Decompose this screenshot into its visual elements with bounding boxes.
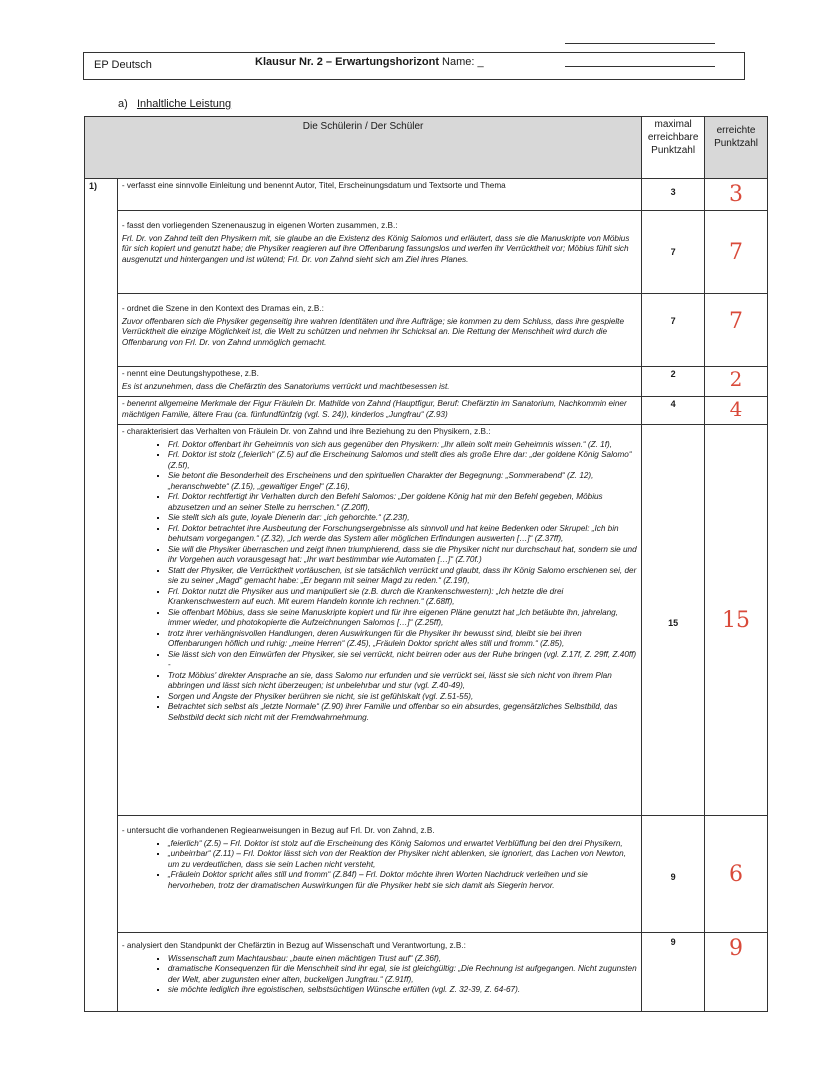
- list-item: ▪ sie möchte lediglich ihre egoistischen, selbstsüchtigen Wünsche erfüllen (vgl. Z. 32-39, Z. 64-67).: [168, 985, 637, 996]
- grading-table: [84, 116, 768, 1012]
- list-item: ▪ Sorgen und Ängste der Physiker berühren sie nicht, sie ist gefühlskalt (vgl. Z.51-55),: [168, 692, 637, 703]
- table-header-row: [85, 117, 768, 179]
- document-title: [255, 56, 484, 68]
- max-3: 2: [642, 367, 705, 397]
- criterion-7-intro: - analysiert den Standpunkt der Chefärztin in Bezug auf Wissenschaft und Verantwortung, z.B.:: [121, 941, 466, 951]
- section-title: Inhaltliche Leistung: [136, 98, 232, 110]
- row-number: 1): [85, 179, 118, 1012]
- table-row: [85, 397, 768, 425]
- criterion-7: [117, 933, 641, 1012]
- table-row: [85, 179, 768, 211]
- criterion-2-intro: - ordnet die Szene in den Kontext des Dramas ein, z.B.:: [121, 304, 324, 314]
- list-item: ▪ Frl. Doktor offenbart ihr Geheimnis von sich aus gegenüber den Physikern: „Ihr allein sollt mein Geheimnis wissen.“ (Z. 1f),: [168, 440, 637, 451]
- list-item: ▪ „feierlich“ (Z.5) – Frl. Doktor ist stolz auf die Erscheinung des König Salomos und erwartet Verblüffung bei den drei Physikern,: [168, 839, 637, 850]
- header-max-line2: erreichbare: [647, 131, 699, 143]
- criterion-5-intro: - charakterisiert das Verhalten von Fräulein Dr. von Zahnd und ihre Beziehung zu den Physikern, z.B.:: [121, 427, 491, 437]
- section-heading: [118, 98, 231, 110]
- table-row: [85, 294, 768, 367]
- max-0: 3: [642, 179, 705, 211]
- table-row: [85, 367, 768, 397]
- list-item: ▪ Wissenschaft zum Machtausbau: „baute einen mächtigen Trust auf“ (Z.36f),: [168, 954, 637, 965]
- criterion-1: [117, 211, 641, 294]
- criterion-5-list: [122, 440, 637, 724]
- table-row: [85, 816, 768, 933]
- list-item: ▪ Statt der Physiker, die Verrücktheit vortäuschen, ist sie tatsächlich verrückt und glaubt, dass ihr König Salomo erschienen sei, der sie zu seiner „Magd“ gemacht habe: „Er begann mit seiner Magd zu reden.“ (Z.19f),: [168, 566, 637, 587]
- list-item: ▪ trotz ihrer verhängnisvollen Handlungen, deren Auswirkungen für die Physiker ihr bewusst sind, bleibt sie bei ihren Offenbarungen höflich und ruhig: „meine Herren“ (Z.45), „Fräulein Doktor spricht alles still und fromm.“ (Z.85),: [168, 629, 637, 650]
- list-item: ▪ dramatische Konsequenzen für die Menschheit sind ihr egal, sie ist gleichgültig: „Die Rechnung ist aufgegangen. Nicht zugunsten der Welt, aber zugunsten einer alten, buckeligen Jungfrau.“ (Z.91ff),: [168, 964, 637, 985]
- reached-5: 15: [705, 425, 768, 816]
- criterion-6-intro: - untersucht die vorhandenen Regieanweisungen in Bezug auf Frl. Dr. von Zahnd, z.B.: [121, 826, 435, 836]
- list-item: ▪ „unbeirrbar“ (Z.11) – Frl. Doktor lässt sich von der Reaktion der Physiker nicht ablenken, sie ignoriert, das Lachen von Newton, um zu verdeutlichen, dass sie sein Lachen nicht versteht,: [168, 849, 637, 870]
- max-1: 7: [642, 211, 705, 294]
- list-item: ▪ Sie offenbart Möbius, dass sie seine Manuskripte kopiert und für ihre eigenen Pläne genutzt hat „Ich betäubte ihn, jahrelang, immer wieder, und photokopierte die Aufzeichnungen Salomos […]“ (Z.25ff),: [168, 608, 637, 629]
- list-item: ▪ Betrachtet sich selbst als „letzte Normale“ (Z.90) ihrer Familie und offenbar so ein absurdes, gegensätzliches Selbstbild, das Selbstbild deckt sich nicht mit der Fremdwahrnehmung.: [168, 702, 637, 723]
- title-text: Klausur Nr. 2 – Erwartungshorizont: [255, 56, 439, 68]
- criterion-1-intro: - fasst den vorliegenden Szenenauszug in eigenen Worten zusammen, z.B.:: [121, 221, 398, 231]
- max-5: 15: [642, 425, 705, 816]
- table-row: [85, 425, 768, 816]
- header-max-line3: Punktzahl: [651, 144, 696, 156]
- criterion-1-text: Frl. Dr. von Zahnd teilt den Physikern mit, sie glaube an die Existenz des König Salomos und erläutert, dass sie die Manuskripte von Möbius für sich kopiert und genutzt habe; die Physiker reagieren auf ihre Offenbarung fassungslos und werfen ihr Verrücktheit vor; Möbius fühlt sich ausgenutzt und hintergangen und ist wütend; Frl. Dr. von Zahnd sieht sich am Ziel ihres Planes.: [121, 233, 630, 264]
- name-label: Name: _: [442, 56, 484, 68]
- subject-label: EP Deutsch: [94, 59, 152, 71]
- max-7: 9: [642, 933, 705, 1012]
- max-6: 9: [642, 816, 705, 933]
- reached-2: 7: [705, 294, 768, 367]
- header-student: Die Schülerin / Der Schüler: [85, 117, 642, 179]
- criterion-0: [117, 179, 641, 211]
- list-item: ▪ Frl. Doktor rechtfertigt ihr Verhalten durch den Befehl Salomos: „Der goldene König hat mir den Befehl gegeben, Möbius abzusetzen und an seiner Stelle zu herrschen.“ (Z.20ff),: [168, 492, 637, 513]
- list-item: ▪ Trotz Möbius' direkter Ansprache an sie, dass Salomo nur erfunden und sie verrückt sei, lässt sie sich nicht von ihrem Plan abbringen und lässt sich nicht überzeugen; ist unbelehrbar und stur (vgl. Z.40-49),: [168, 671, 637, 692]
- list-item: ▪ Sie betont die Besonderheit des Erscheinens und den spirituellen Charakter der Begegnung: „Sommerabend“ (Z. 12), „heranschwebte“ (Z.15), „gewaltiger Engel“ (Z.16),: [168, 471, 637, 492]
- header-reached: [705, 117, 768, 179]
- list-item: ▪ Frl. Doktor nutzt die Physiker aus und manipuliert sie (z.B. durch die Krankenschwestern): „Ich hetzte die drei Krankenschwestern auf euch. Mit eurem Handeln konnte ich rechnen.“ (Z.68ff),: [168, 587, 637, 608]
- criterion-0-intro: - verfasst eine sinnvolle Einleitung und benennt Autor, Titel, Erscheinungsdatum und Textsorte und Thema: [121, 181, 506, 190]
- table-row: [85, 211, 768, 294]
- criterion-5: [117, 425, 641, 816]
- reached-1: 7: [705, 211, 768, 294]
- criterion-3: [117, 367, 641, 397]
- table-row: [85, 933, 768, 1012]
- reached-4: 4: [705, 397, 768, 425]
- criterion-4-intro: - benennt allgemeine Merkmale der Figur Fräulein Dr. Mathilde von Zahnd (Hauptfigur, Beruf: Chefärztin im Sanatorium, Nachkommin einer mächtigen Familie, ältere Frau (ca. fünfundfünfzig (vgl. S. 24)), kinderlos „Jungfrau“ (Z.93): [121, 399, 627, 419]
- header-reached-line2: Punktzahl: [714, 137, 758, 149]
- list-item: ▪ „Fräulein Doktor spricht alles still und fromm“ (Z.84f) – Frl. Doktor möchte ihren Worten Nachdruck verleihen und sie hervorheben, trotz der dramatischen Auswirkungen für die Physiker hebt sie sich damit als Siegerin hervor.: [168, 870, 637, 891]
- reached-7: 9: [705, 933, 768, 1012]
- criterion-6-list: [122, 839, 637, 892]
- criterion-3-text: Es ist anzunehmen, dass die Chefärztin des Sanatoriums verrückt und machtbesessen ist.: [121, 381, 450, 391]
- reached-6: 6: [705, 816, 768, 933]
- header-max: [642, 117, 705, 179]
- max-2: 7: [642, 294, 705, 367]
- list-item: ▪ Sie will die Physiker überraschen und zeigt ihnen triumphierend, dass sie die Physiker nicht nur durchschaut hat, sondern sie und ihr Vorgehen auch vorausgesagt hat: „Ihr wart bestimmbar wie Automaten […]“ (Z.70f.): [168, 545, 637, 566]
- criterion-2: [117, 294, 641, 367]
- max-4: 4: [642, 397, 705, 425]
- criterion-6: [117, 816, 641, 933]
- list-item: ▪ Sie lässt sich von den Einwürfen der Physiker, sie sei verrückt, nicht beirren oder aus der Ruhe bringen (vgl. Z.17f, Z. 29ff, Z.40ff) -: [168, 650, 637, 671]
- criterion-2-text: Zuvor offenbaren sich die Physiker gegenseitig ihre wahren Identitäten und ihre Aufträge; sie kommen zu dem Schluss, dass ihre gespielte Verrücktheit die einzige Möglichkeit ist, die Welt zu schützen und nehmen ihr Schicksal an. Die Rettung der Menschheit wird durch die Offenbarung von Frl. Dr. von Zahnd unmöglich gemacht.: [121, 316, 625, 347]
- list-item: ▪ Sie stellt sich als gute, loyale Dienerin dar: „ich gehorchte.“ (Z.23f),: [168, 513, 637, 524]
- criterion-4: [117, 397, 641, 425]
- header-max-line1: maximal: [654, 119, 692, 130]
- header-reached-line1: erreichte: [716, 125, 756, 136]
- name-line-bottom: [565, 66, 715, 67]
- name-line-top: [565, 43, 715, 44]
- criterion-7-list: [122, 954, 637, 996]
- criterion-3-intro: - nennt eine Deutungshypothese, z.B.: [121, 369, 259, 379]
- list-item: ▪ Frl. Doktor betrachtet ihre Ausbeutung der Forschungsergebnisse als sinnvoll und hat keine Bedenken oder Skrupel: „Ich bin behutsam vorgegangen.“ (Z.32), „Ich werde das System aller möglichen Erfindungen auswerten […]“ (Z.37ff),: [168, 524, 637, 545]
- section-letter: a): [118, 98, 128, 110]
- list-item: ▪ Frl. Doktor ist stolz („feierlich“ (Z.5) auf die Erscheinung Salomos und stellt dies als große Ehre dar: „der goldene König Salomo“ (Z.5f),: [168, 450, 637, 471]
- reached-0: 3: [705, 179, 768, 211]
- reached-3: 2: [705, 367, 768, 397]
